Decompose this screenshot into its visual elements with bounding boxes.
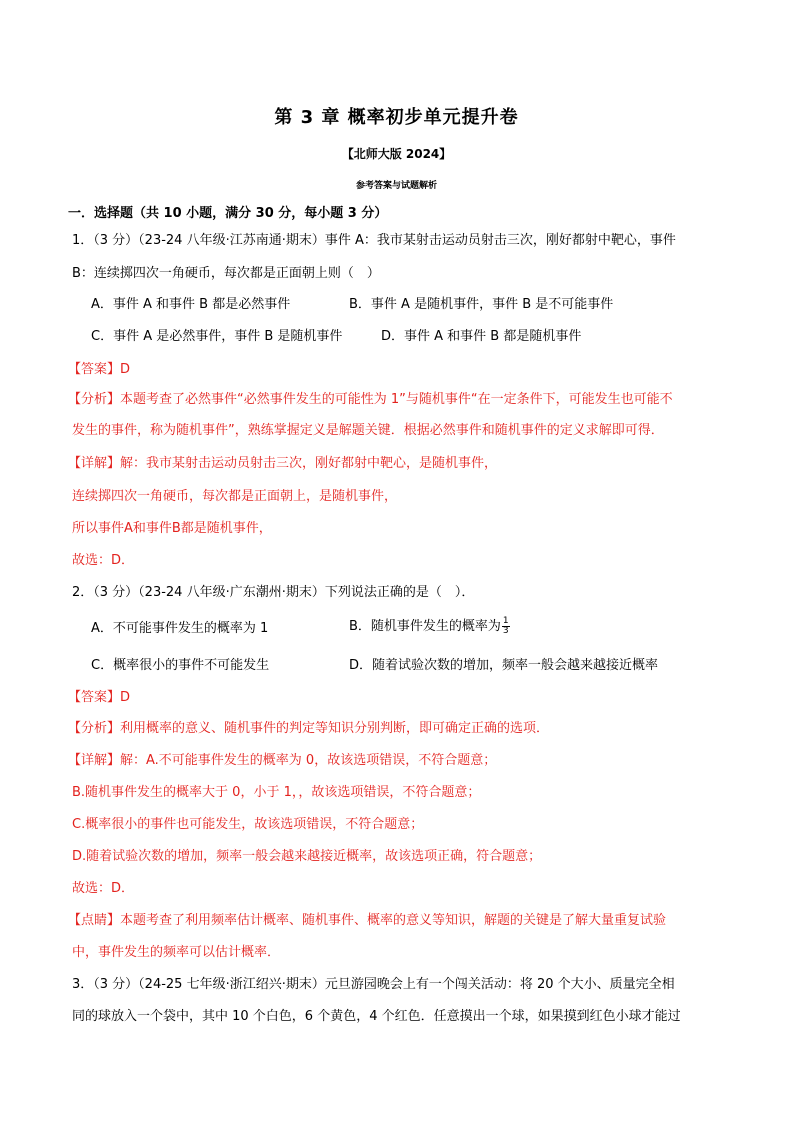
q2-detail-line3: C.概率很小的事件也可能发生，故该选项错误，不符合题意； [72,817,424,832]
q2-choose: 故选：D． [72,881,135,896]
q2-comment-line2: 中，事件发生的频率可以估计概率． [72,945,281,960]
q1-detail-line3: 所以事件A和事件B都是随机事件， [72,521,272,536]
q3-stem-line1: 3．（3 分）（24-25 七年级·浙江绍兴·期末）元旦游园晚会上有一个闯关活动：将 20 个大小、质量完全相 [72,977,675,992]
q2-option-b-text: B．随机事件发生的概率为 [349,619,501,634]
fraction-numerator: 1 [502,616,509,626]
q2-answer: 【答案】D [68,690,131,705]
document-title: 第 3 章 概率初步单元提升卷 [274,107,519,128]
q1-analysis-line2: 发生的事件，称为随机事件”，熟练掌握定义是解题关键．根据必然事件和随机事件的定义求解即可得． [72,423,664,438]
q2-option-d: D．随着试验次数的增加，频率一般会越来越接近概率 [349,658,659,673]
q2-detail-line1: 【详解】解：A.不可能事件发生的概率为 0，故该选项错误，不符合题意； [68,753,497,768]
subtitle: 参考答案与试题解析 [355,181,437,191]
q2-option-c: C．概率很小的事件不可能发生 [91,658,270,673]
q1-detail-line1: 【详解】解：我市某射击运动员射击三次，刚好都射中靶心，是随机事件， [68,456,498,471]
q1-option-d: D．事件 A 和事件 B 都是随机事件 [381,329,582,344]
q1-choose: 故选：D． [72,553,135,568]
section-heading: 一．选择题（共 10 小题，满分 30 分，每小题 3 分） [68,206,388,221]
q3-stem-line2: 同的球放入一个袋中，其中 10 个白色，6 个黄色，4 个红色．任意摸出一个球，如果摸到红色小球才能过 [72,1009,681,1024]
fraction [502,617,510,636]
q1-analysis-line1: 【分析】本题考查了必然事件“必然事件发生的可能性为 1”与随机事件“在一定条件下，可能发生也可能不 [68,392,673,407]
q2-detail-line2: B.随机事件发生的概率大于 0，小于 1，，故该选项错误，不符合题意； [72,785,481,800]
q2-detail-line4: D.随着试验次数的增加，频率一般会越来越接近概率，故该选项正确，符合题意； [72,849,542,864]
q2-analysis: 【分析】利用概率的意义、随机事件的判定等知识分别判断，即可确定正确的选项． [68,721,550,736]
q1-answer: 【答案】D [68,362,131,377]
q1-option-a: A．事件 A 和事件 B 都是必然事件 [91,297,291,312]
edition-label: 【北师大版 2024】 [341,147,452,161]
q1-stem-line1: 1．（3 分）（23-24 八年级·江苏南通·期末）事件 A：我市某射击运动员射击三次，刚好都射中靶心，事件 [72,233,676,248]
q1-detail-line2: 连续掷四次一角硬币，每次都是正面朝上，是随机事件， [72,489,398,504]
q1-stem-line2: B：连续掷四次一角硬币，每次都是正面朝上则（ ） [72,266,380,281]
q1-option-c: C．事件 A 是必然事件，事件 B 是随机事件 [91,329,343,344]
fraction-denominator: 3 [502,626,509,636]
q1-option-b: B．事件 A 是随机事件，事件 B 是不可能事件 [349,297,614,312]
q2-stem: 2．（3 分）（23-24 八年级·广东潮州·期末）下列说法正确的是（ ）． [72,585,475,600]
q2-comment-line1: 【点睛】本题考查了利用频率估计概率、随机事件、概率的意义等知识，解题的关键是了解大量重复试验 [68,913,667,928]
q2-option-a: A．不可能事件发生的概率为 1 [91,621,269,636]
q2-option-b [349,615,510,636]
